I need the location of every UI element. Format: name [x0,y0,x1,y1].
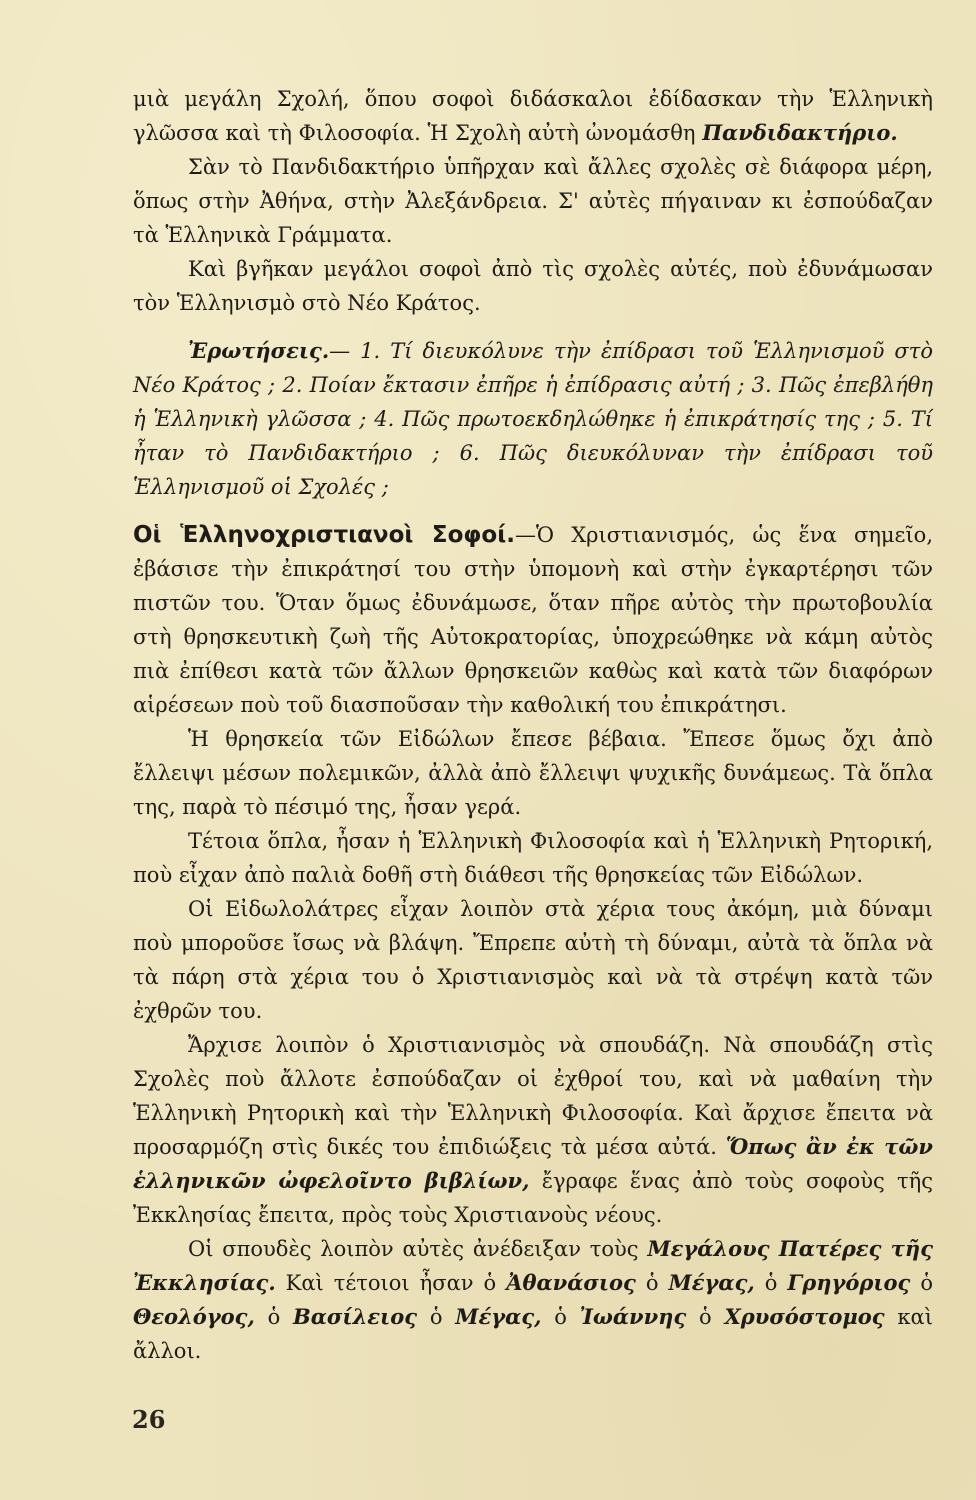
paragraph-christianity-studies [133,1028,933,1232]
paragraph-great-scholars: Καὶ βγῆκαν μεγάλοι σοφοὶ ἀπὸ τὶς σχολὲς αὐτές, ποὺ ἐδυνάμωσαν τὸν Ἑλληνισμὸ στὸ Νέο Κράτος. [133,257,933,315]
paragraph-text: μιὰ μεγάλη Σχολή, ὅπου σοφοὶ διδάσκαλοι ἐδίδασκαν τὴν Ἑλληνικὴ γλῶσσα καὶ τὴ Φιλοσοφία. Ἡ Σχολὴ αὐτὴ ὠνομάσθη [133,87,933,145]
quotation: Ὅπως ἂν ἐκ τῶν ἑλληνικῶν ὠφελοῖντο βιβλίων, [133,1134,933,1193]
questions-label: Ἐρωτήσεις. [188,338,330,363]
paragraph-idolaters: Οἱ Εἰδωλολάτρες εἶχαν λοιπὸν στὰ χέρια τους ἀκόμη, μιὰ δύναμι ποὺ μποροῦσε ἴσως νὰ βλάψη. Ἔπρεπε αὐτὴ τὴ δύναμι, αὐτὰ τὰ ὅπλα νὰ τὰ πάρη στὰ χέρια του ὁ Χριστιανισμὸς καὶ νὰ τὰ στρέψη κατὰ τῶν ἐχθρῶν του. [133,897,933,1023]
church-father-name: Γρηγόριος [787,1270,911,1295]
page-body-text [133,82,933,1368]
article: ὁ [920,1271,933,1295]
paragraph-text: Οἱ σπουδὲς λοιπὸν αὐτὲς ἀνέδειξαν τοὺς [188,1237,639,1261]
paragraph-other-schools: Σὰν τὸ Πανδιδακτήριο ὑπῆρχαν καὶ ἄλλες σχολὲς σὲ διάφορα μέρη, ὅπως στὴν Ἀθήνα, στὴν Ἀλεξάνδρεια. Σ' αὐτὲς πήγαιναν κι ἐσπούδαζαν τὰ Ἑλληνικὰ Γράμματα. [133,155,933,247]
paragraph-text: Ἄρχισε λοιπὸν ὁ Χριστιανισμὸς νὰ σπουδάζη. Νὰ σπουδάζη στὶς Σχολὲς ποὺ ἄλλοτε ἐσπούδαζαν οἱ ἐχθροί του, καὶ νὰ μαθαίνη τὴν Ἑλληνικὴ Ρητορικὴ καὶ τὴν Ἑλληνικὴ Φιλοσοφία. Καὶ ἄρχισε ἔπειτα νὰ προσαρμόζη στὶς δικές του ἐπιδιώξεις τὰ μέσα αὐτά. [133,1033,933,1159]
paragraph-text: καὶ ἄλλοι. [133,1305,933,1363]
paragraph-christian-sages [133,518,933,722]
paragraph-text: Καὶ τέτοιοι ἦσαν ὁ [285,1271,497,1295]
emphasis-term: Μεγάλους Πατέρες τῆς Ἐκκλησίας. [133,1236,933,1295]
questions-block [133,334,933,504]
paragraph-weapons: Τέτοια ὅπλα, ἦσαν ἡ Ἑλληνικὴ Φιλοσοφία καὶ ἡ Ἑλληνικὴ Ρητορική, ποὺ εἶχαν ἀπὸ παλιὰ δοθῆ στὴ διάθεσι τῆς θρησκείας τῶν Εἰδώλων. [133,829,933,887]
paragraph-text: —Ὁ Χριστιανισμός, ὡς ἕνα σημεῖο, ἐβάσισε τὴν ἐπικράτησί του στὴν ὑπομονὴ καὶ στὴν ἐγκαρτέρησι τῶν πιστῶν του. Ὅταν ὅμως ἐδυνάμωσε, ὅταν πῆρε αὐτὸς τὴν πρωτοβουλία στὴ θρησκευτικὴ ζωὴ τῆς Αὐτοκρατορίας, ὑποχρεώθηκε νὰ κάμη αὐτὸς πιὰ ἐπίθεσι κατὰ τῶν ἄλλων θρησκειῶν καθὼς καὶ κατὰ τῶν διαφόρων αἱρέσεων ποὺ τοῦ διασποῦσαν τὴν καθολική του ἐπικράτησι. [133,523,933,717]
church-father-epithet: Μέγας, [668,1270,755,1295]
church-father-name: Ἰωάννης [579,1304,687,1329]
paragraph-pandidaktirio [133,82,933,150]
page-number: 26 [132,1405,166,1434]
article: ὁ [267,1305,281,1329]
emphasis-term: Πανδιδακτήριο. [702,120,898,145]
church-father-epithet: Θεολόγος, [133,1304,255,1329]
church-father-epithet: Χρυσόστομος [724,1304,885,1329]
church-father-name: Ἀθανάσιος [506,1270,636,1295]
section-heading: Οἱ Ἑλληνοχριστιανοὶ Σοφοί. [133,522,515,548]
church-father-name: Βασίλειος [293,1304,418,1329]
questions-text: — 1. Τί διευκόλυνε τὴν ἐπίδρασι τοῦ Ἑλληνισμοῦ στὸ Νέο Κράτος ; 2. Ποίαν ἔκτασιν ἐπῆρε ἡ ἐπίδρασις αὐτή ; 3. Πῶς ἐπεβλήθη ἡ Ἑλληνικὴ γλῶσσα ; 4. Πῶς πρωτοεκδηλώθηκε ἡ ἐπικράτησίς της ; 5. Τί ἦταν τὸ Πανδιδακτήριο ; 6. Πῶς διευκόλυναν τὴν ἐπίδρασι τοῦ Ἑλληνισμοῦ οἱ Σχολές ; [133,339,933,499]
paragraph-church-fathers [133,1232,933,1368]
article: ὁ [645,1271,659,1295]
paragraph-text: ἔγραφε ἕνας ἀπὸ τοὺς σοφοὺς τῆς Ἐκκλησίας ἔπειτα, πρὸς τοὺς Χριστιανοὺς νέους. [133,1169,933,1227]
paragraph-idol-religion: Ἡ θρησκεία τῶν Εἰδώλων ἔπεσε βέβαια. Ἔπεσε ὅμως ὄχι ἀπὸ ἔλλειψι μέσων πολεμικῶν, ἀλλὰ ἀπὸ ἔλλειψι ψυχικῆς δυνάμεως. Τὰ ὅπλα της, παρὰ τὸ πέσιμό της, ἦσαν γερά. [133,727,933,819]
article: ὁ [699,1305,712,1329]
article: ὁ [764,1271,778,1295]
church-father-epithet: Μέγας, [455,1304,542,1329]
article: ὁ [554,1305,567,1329]
article: ὁ [429,1305,443,1329]
